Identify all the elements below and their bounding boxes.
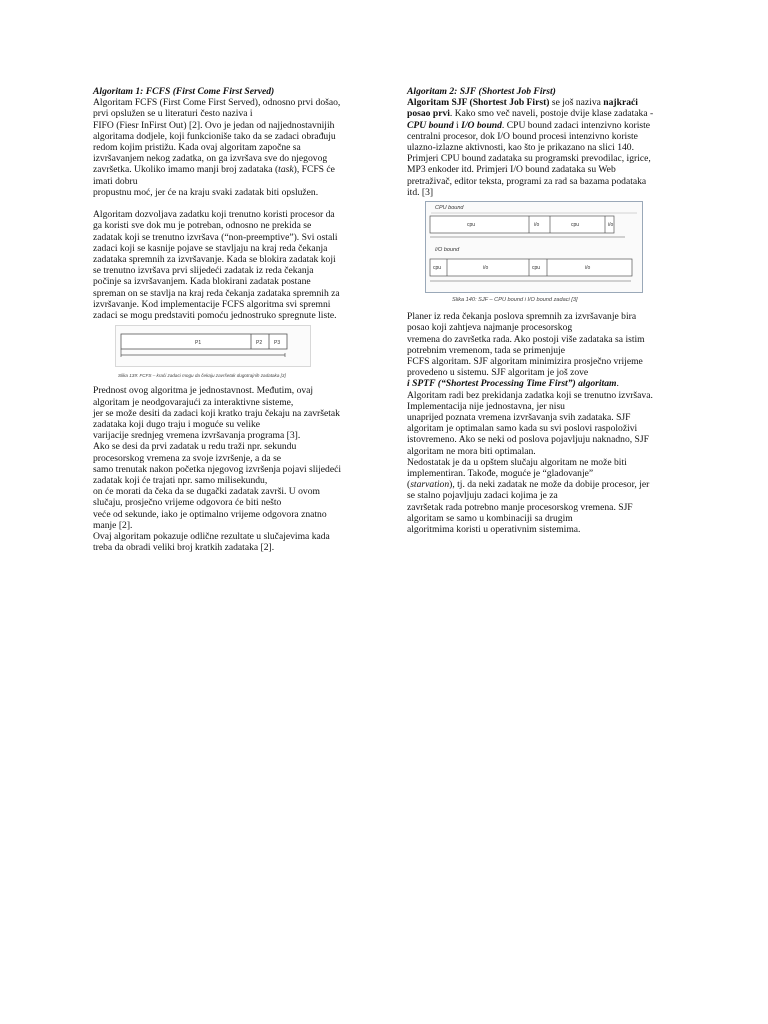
text-line: treba da obradi veliki broj kratkih zadataka [2]. [93, 542, 275, 554]
bold-italic-term: I/O bound [461, 119, 502, 131]
text-line: slučaju, prosječno vrijeme odgovora će biti nešto [93, 497, 282, 509]
io-bound-row [430, 259, 632, 276]
bold-term: Algoritam SJF (Shortest Job First) [407, 97, 550, 109]
text-line [407, 97, 675, 108]
text-line: provedeno u sistemu. SJF algoritam je još zove [407, 367, 589, 379]
text-line: spreman on se stavlja na kraj reda čekanja zadataka spremnih za [93, 287, 340, 299]
text-line: unaprijed poznata vremena izvršavanja svih zadataka. SJF [407, 412, 631, 424]
process-p3-label: P3 [274, 340, 281, 347]
cpu-segment: cpu [571, 222, 580, 229]
text-line: itd. [3] [407, 186, 434, 198]
sjf-paragraph-1 [407, 97, 675, 198]
task-term: task [278, 164, 294, 176]
text-line: algoritmima koristi u operativnim sistemima. [407, 524, 581, 536]
bold-italic-term: CPU bound [407, 119, 454, 131]
text-line: se stalno pojavljuju zadaci kojima je za [407, 490, 558, 502]
fcfs-figure-caption: Slika 139: FCFS – kraći zadaci mogu da čekaju završetak dugotrajnih zadataka [3] [118, 373, 286, 379]
text-line: Ovaj algoritam pokazuje odlične rezultate u slučajevima kada [93, 531, 330, 543]
text-fragment: ), tj. da neki zadatak ne može da dobije procesor, jer [449, 479, 650, 491]
text-line [93, 164, 368, 175]
process-p2-label: P2 [256, 340, 263, 347]
text-line: algoritam ne mora biti optimalan. [407, 445, 536, 457]
text-fragment: . [616, 378, 619, 390]
text-line: algoritam se samo u kombinaciji sa drugim [407, 512, 573, 524]
text-line: implementiran. Takođe, moguće je “gladovanje” [407, 468, 594, 480]
text-line: centralni procesor, dok I/O bound procesi intenzivno koriste [407, 130, 638, 142]
fcfs-paragraph-2 [93, 209, 368, 321]
sjf-heading: Algoritam 2: SJF (Shortest Job First) [407, 86, 556, 97]
text-fragment: ), FCFS će [293, 164, 335, 176]
text-line: imati dobru [93, 175, 138, 187]
text-line: potrebnim vremenom, tada se primenjuje [407, 344, 565, 356]
text-line: procesorskog vremena za svoje izvršenje, a da se [93, 452, 282, 464]
text-fragment: se još naziva [549, 97, 604, 109]
text-line: zadatak koji se trenutno izvršava (“non-preemptive”). Svi ostali [93, 231, 338, 243]
text-line: algoritama dodjele, koji funkcioniše tako da se zadaci obrađuju [93, 130, 336, 142]
io-segment: i/o [483, 265, 489, 272]
text-line: Nedostatak je da u opštem slučaju algoritam ne može biti [407, 456, 627, 468]
text-line: zadaci se mogu predstaviti pomoću jednostruko spregnute liste. [93, 310, 337, 322]
text-line [407, 120, 675, 131]
text-fragment: . Kako smo več naveli, postoje dvije klase zadataka - [449, 108, 654, 120]
cpu-bound-row [430, 216, 614, 233]
text-line: prvi opslužen se u literaturi često naziva i [93, 108, 253, 120]
fcfs-paragraph-3 [93, 385, 368, 553]
sjf-paragraph-2 [407, 311, 675, 535]
fcfs-figure [115, 325, 311, 367]
text-line: vremena do završetka rada. Ako postoji više zadataka sa istim [407, 333, 645, 345]
text-line: pretraživač, editor teksta, programi za rad sa bazama podataka [407, 175, 647, 187]
sjf-figure [425, 201, 643, 293]
text-line: ulazno-izlazne aktivnosti, kao što je prikazano na slici 140. [407, 142, 634, 154]
process-p1-label: P1 [195, 340, 202, 347]
text-line: Implementacija nije jednostavna, jer nisu [407, 400, 565, 412]
cpu-segment: cpu [532, 265, 541, 272]
text-line: Primjeri CPU bound zadataka su programski prevodilac, igrice, [407, 153, 651, 165]
text-line: Algoritam radi bez prekidanja zadatka koji se trenutno izvršava. [407, 389, 653, 401]
fcfs-paragraph-1 [93, 97, 368, 198]
text-line: Ako se desi da prvi zadatak u redu traži npr. sekundu [93, 441, 297, 453]
text-line: zadatak koji će trajati npr. samo milisekundu, [93, 475, 268, 487]
text-line: samo trenutak nakon početka njegovog izvršenja pojavi slijedeći [93, 463, 342, 475]
text-fragment: završetka. Ukoliko imamo manji broj zadataka ( [93, 164, 279, 176]
text-line: veće od sekunde, iako je optimalno vrijeme odgovora znatno [93, 508, 327, 520]
right-column [407, 86, 675, 535]
text-line: Algoritam FCFS (First Come First Served), odnosno prvi došao, [93, 97, 341, 109]
text-line: algoritam je optimalan samo kada su svi poslovi raspoloživi [407, 423, 638, 435]
io-bound-label: I/O bound [435, 247, 460, 254]
text-line: Planer iz reda čekanja poslova spremnih za izvršavanje bira [407, 311, 637, 323]
text-line: FCFS algoritam. SJF algoritam minimizira prosječno vrijeme [407, 356, 643, 368]
io-segment: i/o [585, 265, 591, 272]
fcfs-heading: Algoritam 1: FCFS (First Come First Served) [93, 86, 275, 97]
bold-term: najkraći [603, 97, 638, 109]
text-line: FIFO (Fiesr InFirst Out) [2]. Ovo je jedan od najjednostavnijih [93, 119, 335, 131]
text-line: zadataka spremnih za izvršavanje. Kada se blokira zadatak koji [93, 254, 336, 266]
text-line: ga koristi sve dok mu je potreban, odnosno ne prekida se [93, 220, 312, 232]
text-fragment: . CPU bound zadaci intenzivno koriste [501, 119, 651, 131]
text-line: Algoritam dozvoljava zadatku koji trenutno koristi procesor da [93, 209, 335, 221]
text-line: varijacije srednjeg vremena izvršavanja programa [3]. [93, 430, 301, 442]
sptf-term: i SPTF (“Shortest Processing Time First”) algoritam [407, 378, 617, 390]
text-fragment: ( [407, 479, 411, 491]
text-line: manje [2]. [93, 519, 133, 531]
text-line [407, 479, 675, 490]
text-line: istovremeno. Ako se neki od poslova pojavljuju naknadno, SJF [407, 434, 649, 446]
cpu-bound-label: CPU bound [435, 205, 464, 212]
left-column [93, 86, 368, 554]
text-line [407, 108, 675, 119]
sjf-figure-caption: Slika 140: SJF – CPU bound i I/O bound zadaci [3] [452, 297, 578, 304]
text-line: on će morati da čeka da se dugački zadatak završi. U ovom [93, 486, 320, 498]
io-segment: i/o [534, 222, 540, 229]
cpu-segment: cpu [433, 265, 442, 272]
text-line: algoritam je neodgovarajući za interaktivne sisteme, [93, 396, 294, 408]
text-line: počinje sa izvršavanjem. Kada blokirani zadatak postane [93, 276, 311, 288]
text-line: završetak rada potrebno manje procesorskog vremena. SJF [407, 501, 633, 513]
text-line: zadaci koji se kasnije pojave se stavljaju na kraj reda čekanja [93, 242, 328, 254]
text-line: izvršavanjem nekog zadatka, on ga izvršava sve do njegovog [93, 153, 328, 165]
text-fragment: i [453, 119, 462, 131]
cpu-segment: cpu [467, 222, 476, 229]
text-line: zadataka koji dugo traju i moguće su velike [93, 419, 261, 431]
text-line: izvršavanje. Kod implementacije FCFS algoritma svi spremni [93, 298, 331, 310]
text-line [407, 378, 675, 389]
text-line: se trenutno izvršava prvi slijedeći zadatak iz reda čekanja [93, 265, 314, 277]
bold-term: posao prvi [407, 108, 450, 120]
text-line: jer se može desiti da zadaci koji kratko traju čekaju na završetak [93, 407, 340, 419]
text-line: MP3 enkoder itd. Primjeri I/O bound zadataka su Web [407, 164, 616, 176]
io-segment: i/o [608, 222, 614, 229]
text-line: redom kojim pristižu. Kada ovaj algoritam započne sa [93, 142, 301, 154]
text-line: posao koji zahtjeva najmanje procesorskog [407, 322, 573, 334]
text-line: propustnu moć, jer će na kraju svaki zadatak biti opslužen. [93, 186, 319, 198]
text-line: Prednost ovog algoritma je jednostavnost. Međutim, ovaj [93, 385, 314, 397]
starvation-term: starvation [410, 479, 450, 491]
